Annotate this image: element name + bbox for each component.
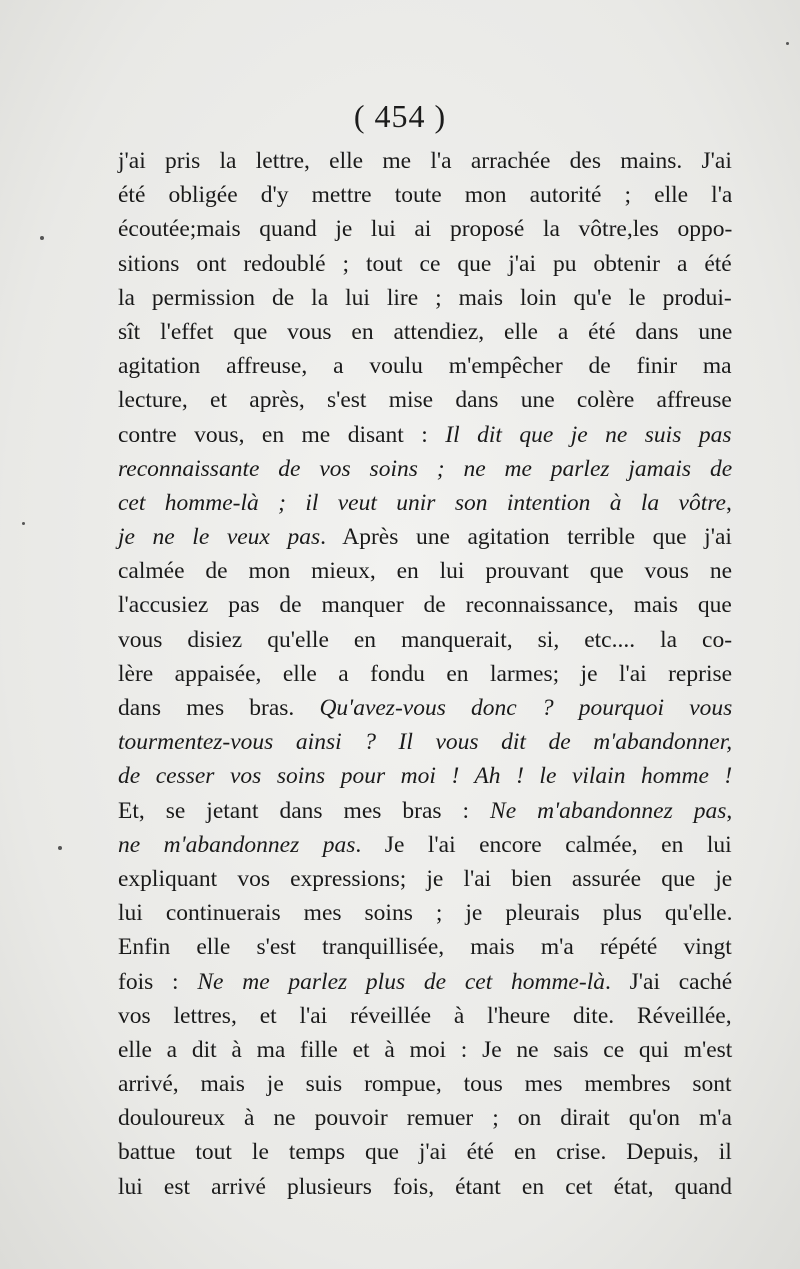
text-segment: lère appaisée, elle a fondu en larmes; je l'ai reprise — [118, 660, 733, 687]
text-segment: expliquant vos expressions; je l'ai bien assurée que je — [118, 865, 733, 892]
text-line — [118, 828, 732, 862]
text-line — [118, 1033, 732, 1067]
text-line — [118, 418, 732, 452]
text-segment: lui continuerais mes soins ; je pleurais plus qu'elle. — [118, 900, 733, 927]
text-line — [118, 486, 732, 520]
text-line — [118, 623, 732, 657]
margin-speck — [22, 522, 25, 525]
page-number: ( 454 ) — [353, 98, 447, 134]
text-line — [118, 144, 732, 178]
text-line — [118, 1101, 732, 1135]
margin-speck — [58, 846, 62, 850]
text-segment: vous disiez qu'elle en manquerait, si, etc.... la co- — [118, 626, 733, 653]
text-line — [118, 725, 732, 759]
italic-text: ne m'abandonnez pas — [118, 831, 356, 858]
text-segment: Enfin elle s'est tranquillisée, mais m'a répété vingt — [118, 934, 732, 961]
text-segment: été obligée d'y mettre toute mon autorité ; elle l'a — [118, 182, 733, 209]
text-segment: , — [726, 797, 733, 824]
text-segment: lui est arrivé plusieurs fois, étant en cet état, quand — [118, 1173, 733, 1200]
text-line — [118, 794, 732, 828]
italic-text: je ne le veux pas — [118, 524, 321, 551]
italic-text: Ne m'abandonnez pas — [490, 797, 727, 824]
text-segment: douloureux à ne pouvoir remuer ; on dirait qu'on m'a — [118, 1105, 732, 1132]
text-segment: vos lettres, et l'ai réveillée à l'heure dite. Réveillée, — [118, 1002, 732, 1029]
text-segment: contre vous, en me disant : — [118, 421, 446, 448]
text-line — [118, 1067, 732, 1101]
text-segment: elle a dit à ma fille et à moi : Je ne sais ce qui m'est — [118, 1036, 733, 1063]
text-segment: la permission de la lui lire ; mais loin qu'e le produi- — [118, 284, 732, 311]
text-segment: l'accusiez pas de manquer de reconnaissance, mais que — [118, 592, 732, 619]
text-line — [118, 999, 732, 1033]
italic-text: reconnaissante de vos soins ; ne me parlez jamais de — [118, 455, 733, 482]
text-segment: , — [725, 489, 732, 516]
italic-text: Ne me parlez plus de cet homme-là — [197, 968, 605, 995]
text-segment: sitions ont redoublé ; tout ce que j'ai pu obtenir a été — [118, 250, 732, 277]
text-segment: arrivé, mais je suis rompue, tous mes membres sont — [118, 1071, 732, 1098]
text-line — [118, 965, 732, 999]
text-segment: lecture, et après, s'est mise dans une colère affreuse — [118, 387, 732, 414]
text-line — [118, 281, 732, 315]
text-segment: dans mes bras. — [118, 695, 320, 721]
text-line — [118, 896, 732, 930]
text-line — [118, 315, 732, 349]
text-segment: j'ai pris la lettre, elle me l'a arrachée des mains. J'ai — [118, 148, 732, 174]
text-line — [118, 178, 732, 212]
italic-text: Qu'avez-vous donc ? pourquoi vous — [319, 695, 733, 721]
text-segment: . Après une agitation terrible que j'ai — [320, 524, 732, 551]
italic-text: tourmentez-vous ainsi ? Il vous dit de m'abandonner, — [118, 729, 733, 756]
text-segment: . Je l'ai encore calmée, en lui — [355, 831, 732, 858]
italic-text: de cesser vos soins pour moi ! Ah ! le vilain homme ! — [118, 763, 733, 790]
text-line — [118, 520, 732, 554]
margin-speck — [786, 42, 789, 45]
body-text — [118, 144, 732, 1204]
text-line — [118, 554, 732, 588]
text-segment: fois : — [118, 968, 198, 995]
text-line — [118, 759, 732, 793]
text-line — [118, 588, 732, 622]
text-line — [118, 383, 732, 417]
text-line — [118, 657, 732, 691]
text-line — [118, 349, 732, 383]
text-line — [118, 1170, 732, 1204]
text-segment: . J'ai caché — [604, 968, 733, 995]
text-line — [118, 691, 732, 725]
text-segment: écoutée;mais quand je lui ai proposé la vôtre,les oppo- — [118, 216, 733, 243]
italic-text: Il dit que je ne suis pas — [445, 421, 732, 448]
text-line — [118, 452, 732, 486]
text-line — [118, 862, 732, 896]
text-segment: battue tout le temps que j'ai été en crise. Depuis, il — [118, 1139, 732, 1166]
text-line — [118, 930, 732, 964]
text-segment: Et, se jetant dans mes bras : — [118, 797, 491, 824]
margin-speck — [40, 236, 44, 240]
text-line — [118, 212, 732, 246]
text-segment: calmée de mon mieux, en lui prouvant que vous ne — [118, 558, 733, 585]
text-line — [118, 1135, 732, 1169]
text-segment: agitation affreuse, a voulu m'empêcher de finir ma — [118, 353, 732, 380]
italic-text: cet homme-là ; il veut unir son intention à la vôtre — [118, 489, 726, 516]
text-segment: sît l'effet que vous en attendiez, elle a été dans une — [118, 318, 733, 345]
text-line — [118, 247, 732, 281]
